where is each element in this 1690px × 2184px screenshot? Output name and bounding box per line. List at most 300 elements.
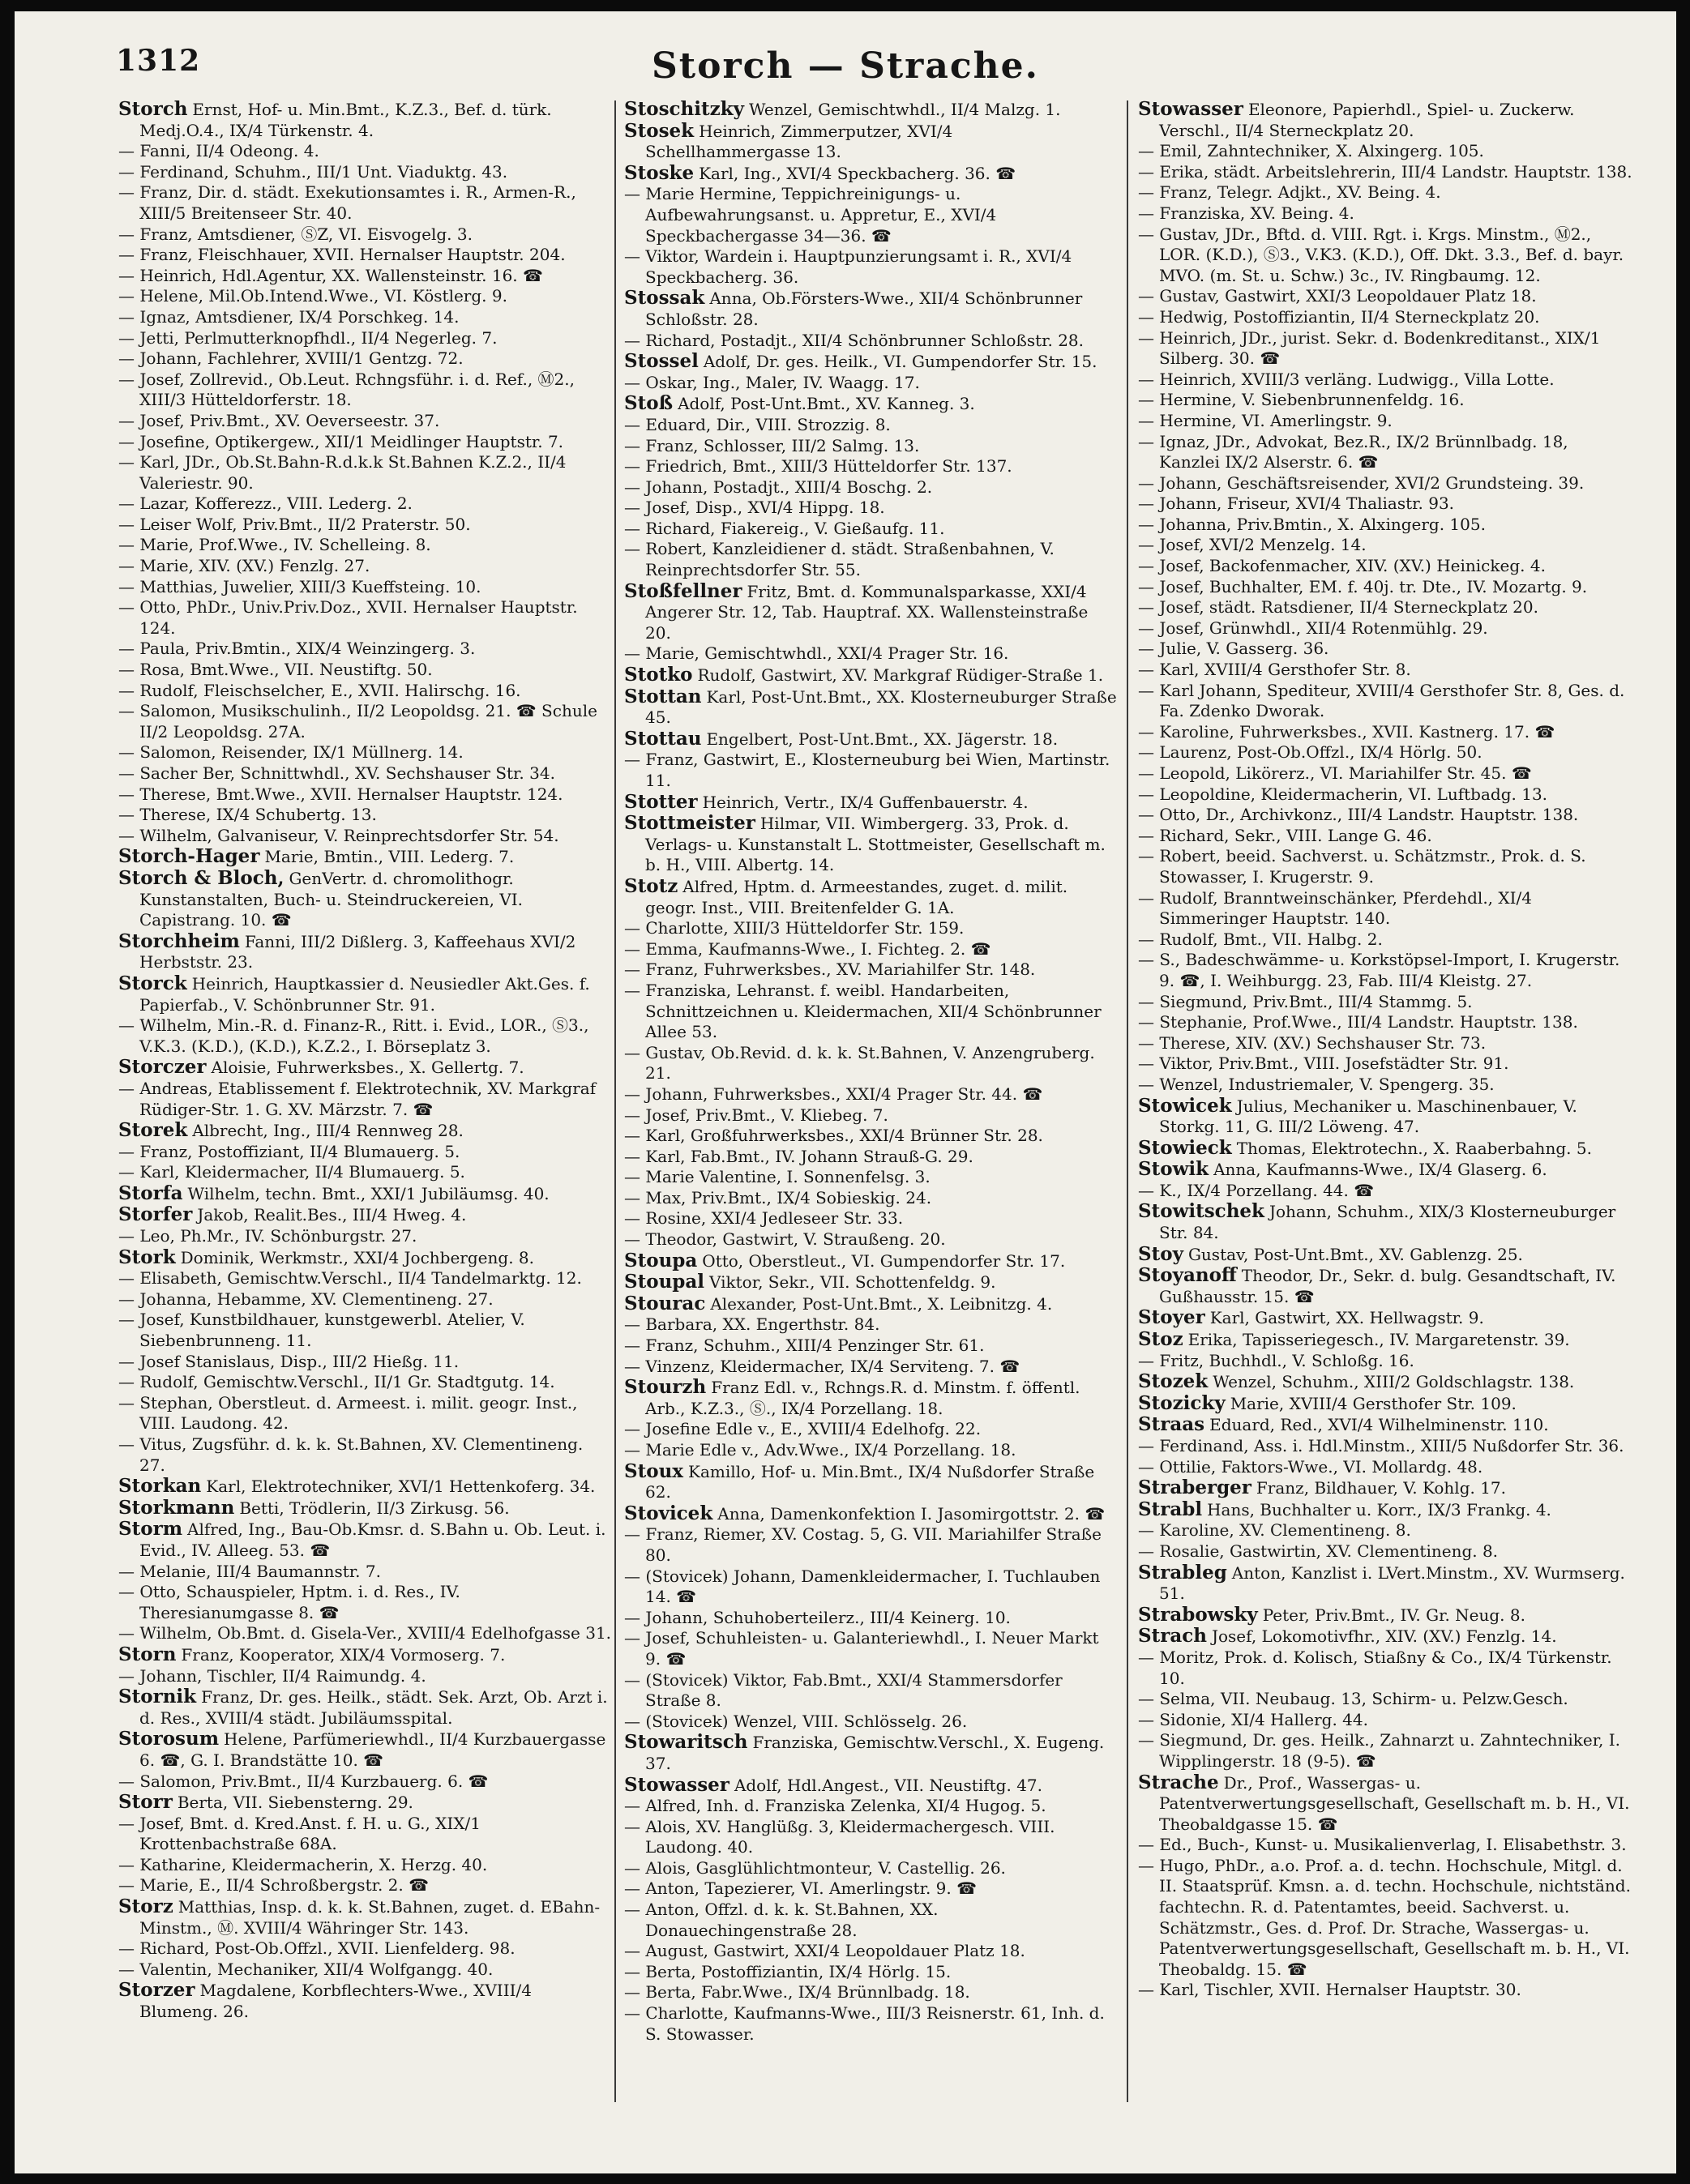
entry-text: Karl, Elektrotechniker, XVI/1 Hettenkoferg. 34. xyxy=(206,1477,596,1497)
entry-text: — (Stovicek) Johann, Damenkleidermacher, I. Tuchlauben 14. ☎ xyxy=(624,1566,1101,1607)
entry-text: — Hermine, V. Siebenbrunnenfeldg. 16. xyxy=(1138,390,1465,410)
directory-entry xyxy=(1138,370,1632,391)
directory-entry xyxy=(624,163,1119,185)
directory-entry xyxy=(1138,722,1632,743)
entry-text: — Hugo, PhDr., a.o. Prof. a. d. techn. Hochschule, Mitgl. d. II. Staatsprüf. Kmsn. a. d. techn. Hochschule, nichtständ. fachtechn. R. d. Patentamtes, beeid. Sachverst. u. Schätzmstr., Ges. d. Prof. Dr. Strache, Wassergas- u. Patentverwertungsgesellschaft, Gesellschaft m. b. H., VI. Theobaldg. 15. ☎ xyxy=(1138,1855,1631,1979)
directory-entry xyxy=(118,99,613,141)
directory-entry xyxy=(1138,1414,1632,1436)
directory-entry xyxy=(624,1105,1119,1126)
directory-entry xyxy=(624,1147,1119,1168)
entry-text: — Valentin, Mechaniker, XII/4 Wolfgangg. 40. xyxy=(118,1959,494,1979)
directory-entry xyxy=(118,1666,613,1687)
entry-surname: Stossel xyxy=(624,350,699,373)
entry-text: — Franz, Fleischhauer, XVII. Hernalser Hauptstr. 204. xyxy=(118,245,566,265)
entry-text: Erika, Tapisseriegesch., IV. Margaretenstr. 39. xyxy=(1187,1330,1570,1350)
entry-text: Fritz, Bmt. d. Kommunalsparkasse, XXI/4 Angerer Str. 12, Tab. Hauptraf. XX. Wallensteinstraße 20. xyxy=(645,581,1089,643)
directory-entry xyxy=(1138,1562,1632,1605)
entry-text: — Theodor, Gastwirt, V. Straußeng. 20. xyxy=(624,1229,946,1250)
directory-entry xyxy=(118,162,613,183)
entry-text: — Melanie, III/4 Baumannstr. 7. xyxy=(118,1561,381,1581)
directory-entry xyxy=(1138,99,1632,141)
entry-text: — Karl, Großfuhrwerksbes., XXI/4 Brünner Str. 28. xyxy=(624,1126,1043,1146)
entry-text: Hilmar, VII. Wimbergerg. 33, Prok. d. Verlags- u. Kunstanstalt L. Stottmeister, Gesellschaft m. b. H., VIII. Albertg. 14. xyxy=(645,814,1106,875)
entry-text: — Friedrich, Bmt., XIII/3 Hütteldorfer Str. 137. xyxy=(624,456,1012,477)
directory-entry xyxy=(1138,1265,1632,1307)
entry-text: Engelbert, Post-Unt.Bmt., XX. Jägerstr. 18. xyxy=(706,729,1059,749)
directory-entry xyxy=(118,1519,613,1561)
directory-entry xyxy=(1138,1772,1632,1836)
column-2 xyxy=(624,99,1119,2133)
directory-entry xyxy=(1138,784,1632,806)
directory-entry xyxy=(624,331,1119,352)
directory-entry xyxy=(118,286,613,307)
directory-entry xyxy=(624,1043,1119,1084)
entry-text: Marie, Bmtin., VIII. Lederg. 7. xyxy=(264,847,515,867)
directory-entry xyxy=(624,1357,1119,1378)
entry-text: — Josef, XVI/2 Menzelg. 14. xyxy=(1138,535,1367,555)
directory-entry xyxy=(624,939,1119,960)
entry-text: — Andreas, Etablissement f. Elektrotechnik, XV. Markgraf Rüdiger-Str. 1. G. XV. Märzstr. 7. ☎ xyxy=(118,1078,597,1119)
entry-text: Franz, Dr. ges. Heilk., städt. Sek. Arzt, Ob. Arzt i. d. Res., XVIII/4 städt. Jubiläumsspital. xyxy=(139,1687,608,1728)
entry-text: Franz, Bildhauer, V. Kohlg. 17. xyxy=(1256,1478,1507,1498)
column-divider xyxy=(1127,100,1128,2102)
directory-entry xyxy=(624,1524,1119,1566)
entry-text: — Franz, Fuhrwerksbes., XV. Mariahilfer Str. 148. xyxy=(624,960,1036,980)
entry-text: — Heinrich, XVIII/3 verläng. Ludwigg., Villa Lotte. xyxy=(1138,369,1555,389)
entry-text: — Anton, Offzl. d. k. k. St.Bahnen, XX. Donauechingenstraße 28. xyxy=(624,1900,939,1940)
entry-surname: Stottan xyxy=(624,685,702,707)
entry-text: — Richard, Fiakereig., V. Gießaufg. 11. xyxy=(624,518,945,538)
entry-text: — Julie, V. Gasserg. 36. xyxy=(1138,639,1329,659)
directory-entry xyxy=(118,973,613,1015)
entry-text: — Josef Stanislaus, Disp., III/2 Hießg. 11. xyxy=(118,1351,460,1371)
entry-text: Ernst, Hof- u. Min.Bmt., K.Z.3., Bef. d. türk. Medj.O.4., IX/4 Türkenstr. 4. xyxy=(139,100,552,140)
directory-entry xyxy=(118,1960,613,1981)
entry-surname: Stovicek xyxy=(624,1502,713,1524)
entry-text: — Vitus, Zugsführ. d. k. k. St.Bahnen, XV. Clementineng. 27. xyxy=(118,1434,584,1475)
directory-entry xyxy=(118,1896,613,1938)
entry-surname: Stotter xyxy=(624,790,698,813)
entry-surname: Stosek xyxy=(624,119,695,142)
directory-entry xyxy=(624,1188,1119,1209)
directory-entry xyxy=(624,288,1119,330)
entry-text: Dr., Prof., Wassergas- u. Patentverwertungsgesellschaft, Gesellschaft m. b. H., VI. Theobaldgasse 15. ☎ xyxy=(1159,1772,1630,1834)
directory-entry xyxy=(1138,1371,1632,1393)
directory-entry xyxy=(1138,639,1632,660)
entry-text: — Erika, städt. Arbeitslehrerin, III/4 Landstr. Hauptstr. 138. xyxy=(1138,161,1632,182)
entry-text: — Salomon, Reisender, IX/1 Müllnerg. 14. xyxy=(118,742,464,763)
directory-entry xyxy=(624,393,1119,415)
column-divider xyxy=(614,100,616,2102)
directory-entry xyxy=(1138,1033,1632,1054)
directory-entry xyxy=(624,1167,1119,1188)
directory-entry xyxy=(1138,1520,1632,1541)
directory-entry xyxy=(1138,307,1632,328)
directory-entry xyxy=(624,1941,1119,1962)
entry-text: Thomas, Elektrotechn., X. Raaberbahng. 5. xyxy=(1236,1138,1592,1158)
entry-surname: Stoz xyxy=(1138,1328,1183,1351)
entry-surname: Stowicek xyxy=(1138,1094,1232,1117)
entry-text: — Josefine, Optikergew., XII/1 Meidlinger Hauptstr. 7. xyxy=(118,431,564,451)
entry-text: — Karl, Tischler, XVII. Hernalser Hauptstr. 30. xyxy=(1138,1980,1521,2000)
directory-entry xyxy=(1138,950,1632,991)
entry-text: — Gustav, Gastwirt, XXI/3 Leopoldauer Platz 18. xyxy=(1138,286,1537,306)
directory-entry xyxy=(1138,390,1632,411)
entry-text: — Viktor, Priv.Bmt., VIII. Josefstädter Str. 91. xyxy=(1138,1054,1509,1074)
column-3 xyxy=(1138,99,1632,2133)
directory-entry xyxy=(118,411,613,432)
directory-entry xyxy=(624,1229,1119,1250)
entry-text: — Franz, Riemer, XV. Costag. 5, G. VII. Mariahilfer Straße 80. xyxy=(624,1524,1102,1565)
directory-entry xyxy=(1138,535,1632,556)
entry-text: Johann, Schuhm., XIX/3 Klosterneuburger Str. 84. xyxy=(1159,1202,1616,1243)
directory-entry xyxy=(1138,494,1632,515)
directory-entry xyxy=(624,1503,1119,1525)
directory-entry xyxy=(1138,1541,1632,1562)
entry-text: — Matthias, Juwelier, XIII/3 Kueffsteing. 10. xyxy=(118,576,481,596)
entry-text: Matthias, Insp. d. k. k. St.Bahnen, zuget. d. EBahn-Minstm., Ⓜ. XVIII/4 Währinger Str. 143. xyxy=(139,1897,601,1938)
entry-text: Eduard, Red., XVI/4 Wilhelminenstr. 110. xyxy=(1209,1415,1549,1435)
directory-entry xyxy=(118,639,613,660)
entry-surname: Storch-Hager xyxy=(118,845,260,868)
entry-surname: Storchheim xyxy=(118,930,240,952)
directory-entry xyxy=(624,876,1119,918)
entry-text: — Leiser Wolf, Priv.Bmt., II/2 Praterstr. 50. xyxy=(118,514,471,534)
entry-text: — Josef, Grünwhdl., XII/4 Rotenmühlg. 29. xyxy=(1138,618,1488,638)
entry-text: — Alois, Gasglühlichtmonteur, V. Castellig. 26. xyxy=(624,1857,1006,1878)
directory-entry xyxy=(624,813,1119,876)
entry-text: — Marie, XIV. (XV.) Fenzlg. 27. xyxy=(118,556,370,576)
entry-text: — Franz, Gastwirt, E., Klosterneuburg bei Wien, Martinstr. 11. xyxy=(624,750,1110,790)
entry-surname: Stoske xyxy=(624,161,695,184)
entry-text: Franz, Kooperator, XIX/4 Vormoserg. 7. xyxy=(181,1644,506,1665)
entry-text: — S., Badeschwämme- u. Korkstöpsel-Import, I. Krugerstr. 9. ☎, I. Weihburgg. 23, Fab. III/4 Kleistg. 27. xyxy=(1138,950,1620,990)
directory-entry xyxy=(118,1204,613,1226)
directory-entry xyxy=(118,763,613,784)
directory-entry xyxy=(1138,763,1632,784)
entry-surname: Stoupa xyxy=(624,1249,698,1272)
entry-text: — August, Gastwirt, XXI/4 Leopoldauer Platz 18. xyxy=(624,1941,1025,1961)
entry-text: Magdalene, Korbflechters-Wwe., XVIII/4 Blumeng. 26. xyxy=(139,1981,532,2022)
entry-surname: Stowasser xyxy=(1138,99,1243,120)
entry-surname: Storosum xyxy=(118,1728,220,1750)
directory-entry xyxy=(1138,1835,1632,1856)
directory-entry xyxy=(624,121,1119,163)
entry-text: Karl, Gastwirt, XX. Hellwagstr. 9. xyxy=(1209,1308,1484,1328)
directory-entry xyxy=(1138,1159,1632,1181)
entry-text: — Ottilie, Faktors-Wwe., VI. Mollardg. 48. xyxy=(1138,1456,1483,1477)
directory-entry xyxy=(1138,681,1632,722)
directory-entry xyxy=(624,1670,1119,1712)
entry-text: — Josef, Backofenmacher, XIV. (XV.) Heinickeg. 4. xyxy=(1138,556,1546,576)
entry-text: Heinrich, Vertr., IX/4 Guffenbauerstr. 4. xyxy=(702,792,1029,812)
directory-entry xyxy=(118,1120,613,1142)
entry-text: Heinrich, Zimmerputzer, XVI/4 Schellhammergasse 13. xyxy=(645,121,953,162)
entry-text: — Otto, Schauspieler, Hptm. i. d. Res., IV. Theresianumgasse 8. ☎ xyxy=(118,1582,460,1622)
entry-surname: Stourac xyxy=(624,1292,706,1314)
directory-entry xyxy=(624,519,1119,540)
entry-text: — Emil, Zahntechniker, X. Alxingerg. 105. xyxy=(1138,141,1484,161)
entry-text: — Richard, Sekr., VIII. Lange G. 46. xyxy=(1138,825,1432,845)
entry-text: — Selma, VII. Neubaug. 13, Schirm- u. Pelzw.Gesch. xyxy=(1138,1689,1568,1709)
entry-text: Alexander, Post-Unt.Bmt., X. Leibnitzg. 4. xyxy=(710,1293,1053,1314)
entry-text: — Johann, Fuhrwerksbes., XXI/4 Prager Str. 44. ☎ xyxy=(624,1083,1043,1104)
entry-text: Alfred, Hptm. d. Armeestandes, zuget. d. milit. geogr. Inst., VIII. Breitenfelder G. 1A. xyxy=(645,876,1068,917)
entry-text: Franz Edl. v., Rchngs.R. d. Minstm. f. öffentl. Arb., K.Z.3., Ⓢ., IX/4 Porzellang. 18. xyxy=(645,1378,1080,1418)
directory-entry xyxy=(624,99,1119,121)
directory-entry xyxy=(118,1686,613,1729)
entry-text: — Charlotte, Kaufmanns-Wwe., III/3 Reisnerstr. 61, Inh. d. S. Stowasser. xyxy=(624,2003,1105,2044)
directory-entry xyxy=(624,2003,1119,2045)
entry-text: Fanni, III/2 Dißlerg. 3, Kaffeehaus XVI/2 Herbststr. 23. xyxy=(139,931,576,972)
entry-text: — Josef, Schuhleisten- u. Galanteriewhdl., I. Neuer Markt 9. ☎ xyxy=(624,1628,1099,1669)
directory-entry xyxy=(624,960,1119,981)
entry-text: Anton, Kanzlist i. LVert.Minstm., XV. Wurmserg. 51. xyxy=(1159,1562,1625,1604)
directory-entry xyxy=(1138,432,1632,473)
directory-entry xyxy=(1138,805,1632,826)
entry-text: — Marie, Gemischtwhdl., XXI/4 Prager Str. 16. xyxy=(624,643,1009,664)
entry-text: — Leo, Ph.Mr., IV. Schönburgstr. 27. xyxy=(118,1226,417,1246)
entry-surname: Storch xyxy=(118,99,188,120)
entry-text: — Therese, IX/4 Schubertg. 13. xyxy=(118,805,377,825)
entry-surname: Storch & Bloch, xyxy=(118,866,285,889)
entry-text: — Franz, Schuhm., XIII/4 Penzinger Str. 61. xyxy=(624,1336,985,1356)
entry-text: — Rudolf, Gemischtw.Verschl., II/1 Gr. Stadtgutg. 14. xyxy=(118,1372,555,1392)
directory-entry xyxy=(118,1875,613,1896)
directory-entry xyxy=(118,1476,613,1498)
entry-text: — Barbara, XX. Engerthstr. 84. xyxy=(624,1314,880,1335)
directory-entry xyxy=(1138,1477,1632,1499)
directory-entry xyxy=(1138,1648,1632,1689)
entry-surname: Stossak xyxy=(624,287,705,310)
entry-text: — Paula, Priv.Bmtin., XIX/4 Weinzingerg. 3. xyxy=(118,639,476,659)
directory-entry xyxy=(624,792,1119,814)
directory-entry xyxy=(624,1377,1119,1419)
entry-text: — Stephanie, Prof.Wwe., III/4 Landstr. Hauptstr. 138. xyxy=(1138,1012,1578,1032)
entry-text: — Salomon, Musikschulinh., II/2 Leopoldsg. 21. ☎ Schule II/2 Leopoldsg. 27A. xyxy=(118,701,597,742)
directory-entry xyxy=(118,494,613,515)
directory-entry xyxy=(1138,930,1632,951)
directory-entry xyxy=(1138,1689,1632,1710)
entry-text: — Richard, Post-Ob.Offzl., XVII. Lienfelderg. 98. xyxy=(118,1938,516,1959)
entry-text: — Josef, Kunstbildhauer, kunstgewerbl. Atelier, V. Siebenbrunneng. 11. xyxy=(118,1310,525,1351)
entry-surname: Storek xyxy=(118,1119,188,1142)
entry-surname: Strach xyxy=(1138,1625,1207,1648)
directory-entry xyxy=(1138,742,1632,763)
entry-text: Otto, Oberstleut., VI. Gumpendorfer Str. 17. xyxy=(702,1250,1066,1271)
entry-text: — Laurenz, Post-Ob.Offzl., IX/4 Hörlg. 50. xyxy=(1138,742,1482,763)
directory-entry xyxy=(118,805,613,826)
directory-entry xyxy=(118,1015,613,1057)
directory-entry xyxy=(624,1566,1119,1608)
entry-text: — Siegmund, Priv.Bmt., III/4 Stammg. 5. xyxy=(1138,991,1473,1011)
entry-text: — Josef, Buchhalter, EM. f. 40j. tr. Dte., IV. Mozartg. 9. xyxy=(1138,576,1588,596)
entry-text: Gustav, Post-Unt.Bmt., XV. Gablenzg. 25. xyxy=(1187,1244,1523,1264)
entry-text: — Rudolf, Bmt., VII. Halbg. 2. xyxy=(1138,929,1383,949)
entry-surname: Storfa xyxy=(118,1182,183,1204)
directory-entry xyxy=(624,1084,1119,1105)
entry-text: — Anton, Tapezierer, VI. Amerlingstr. 9. ☎ xyxy=(624,1878,978,1899)
directory-entry xyxy=(1138,577,1632,598)
entry-text: — Moritz, Prok. d. Kolisch, Stiaßny & Co., IX/4 Türkenstr. 10. xyxy=(1138,1647,1612,1688)
entry-text: — Josefine Edle v., E., XVIII/4 Edelhofg. 22. xyxy=(624,1419,982,1439)
entry-surname: Storkmann xyxy=(118,1496,235,1519)
entry-text: Marie, XVIII/4 Gersthofer Str. 109. xyxy=(1230,1393,1517,1413)
directory-entry xyxy=(118,681,613,702)
entry-surname: Stoupal xyxy=(624,1271,705,1293)
directory-entry xyxy=(118,348,613,370)
entry-text: Franziska, Gemischtw.Verschl., X. Eugeng. 37. xyxy=(645,1733,1105,1773)
directory-entry xyxy=(118,1372,613,1393)
directory-entry xyxy=(118,784,613,806)
directory-entry xyxy=(624,1250,1119,1272)
entry-text: — Johann, Tischler, II/4 Raimundg. 4. xyxy=(118,1665,426,1686)
directory-entry xyxy=(1138,328,1632,370)
entry-text: Helene, Parfümeriewhdl., II/4 Kurzbauergasse 6. ☎, G. I. Brandstätte 10. ☎ xyxy=(139,1729,606,1770)
directory-entry xyxy=(118,597,613,639)
entry-surname: Strache xyxy=(1138,1771,1219,1793)
directory-entry xyxy=(624,1419,1119,1440)
directory-entry xyxy=(624,643,1119,665)
directory-entry xyxy=(624,1440,1119,1461)
directory-entry xyxy=(118,452,613,494)
directory-entry xyxy=(118,1289,613,1310)
entry-text: Hans, Buchhalter u. Korr., IX/3 Frankg. 4. xyxy=(1207,1499,1551,1519)
directory-entry xyxy=(624,1293,1119,1315)
entry-text: Karl, Ing., XVI/4 Speckbacherg. 36. ☎ xyxy=(699,163,1016,183)
page-number: 1312 xyxy=(116,44,201,78)
entry-surname: Straberger xyxy=(1138,1477,1251,1499)
directory-entry xyxy=(118,1434,613,1476)
entry-text: — Leopoldine, Kleidermacherin, VI. Luftbadg. 13. xyxy=(1138,784,1548,804)
directory-entry xyxy=(1138,1054,1632,1075)
entry-text: GenVertr. d. chromolithogr. Kunstanstalten, Buch- u. Steindruckereien, VI. Capistrang. 10. ☎ xyxy=(139,868,524,930)
directory-entry xyxy=(1138,992,1632,1013)
entry-text: — Ferdinand, Ass. i. Hdl.Minstm., XIII/5 Nußdorfer Str. 36. xyxy=(1138,1436,1624,1455)
directory-entry xyxy=(1138,141,1632,162)
directory-entry xyxy=(624,1608,1119,1629)
entry-text: — Wilhelm, Ob.Bmt. d. Gisela-Ver., XVIII/4 Edelhofgasse 31. xyxy=(118,1623,612,1643)
directory-entry xyxy=(1138,1138,1632,1160)
directory-entry xyxy=(118,1183,613,1205)
entry-text: — Marie, E., II/4 Schroßbergstr. 2. ☎ xyxy=(118,1875,430,1896)
entry-text: — Marie, Prof.Wwe., IV. Schelleing. 8. xyxy=(118,535,431,555)
directory-entry xyxy=(624,436,1119,457)
directory-entry xyxy=(624,686,1119,729)
directory-entry xyxy=(118,701,613,742)
entry-surname: Strabl xyxy=(1138,1498,1203,1520)
entry-surname: Stoßfellner xyxy=(624,579,742,602)
directory-entry xyxy=(118,1079,613,1120)
directory-entry xyxy=(118,868,613,931)
directory-page xyxy=(15,11,1676,2173)
directory-entry xyxy=(624,729,1119,750)
entry-surname: Straas xyxy=(1138,1413,1205,1436)
entry-surname: Stottau xyxy=(624,727,702,750)
directory-entry xyxy=(118,931,613,973)
directory-entry xyxy=(118,1226,613,1247)
entry-surname: Stoyer xyxy=(1138,1306,1205,1329)
directory-entry xyxy=(624,1775,1119,1797)
entry-text: — Stephan, Oberstleut. d. Armeest. i. milit. geogr. Inst., VIII. Laudong. 42. xyxy=(118,1392,578,1434)
directory-entry xyxy=(1138,1436,1632,1457)
entry-text: Theodor, Dr., Sekr. d. bulg. Gesandtschaft, IV. Gußhausstr. 15. ☎ xyxy=(1159,1266,1616,1306)
entry-text: — K., IX/4 Porzellang. 44. ☎ xyxy=(1138,1180,1375,1200)
entry-surname: Strableg xyxy=(1138,1561,1227,1584)
directory-entry xyxy=(624,1712,1119,1733)
directory-entry xyxy=(118,1980,613,2022)
entry-text: — Otto, Dr., Archivkonz., III/4 Landstr. Hauptstr. 138. xyxy=(1138,805,1579,825)
entry-text: Jakob, Realit.Bes., III/4 Hweg. 4. xyxy=(197,1205,467,1225)
entry-text: — Heinrich, JDr., jurist. Sekr. d. Bodenkreditanst., XIX/1 Silberg. 30. ☎ xyxy=(1138,327,1601,369)
directory-entry xyxy=(118,535,613,556)
entry-text: Wilhelm, techn. Bmt., XXI/1 Jubiläumsg. 40. xyxy=(187,1183,550,1203)
directory-entry xyxy=(118,1247,613,1269)
entry-text: — Oskar, Ing., Maler, IV. Waagg. 17. xyxy=(624,372,920,392)
running-head: Storch — Strache. xyxy=(652,45,1039,87)
directory-entry xyxy=(118,1644,613,1666)
entry-text: — (Stovicek) Wenzel, VIII. Schlösselg. 26. xyxy=(624,1711,968,1731)
entry-text: — Wenzel, Industriemaler, V. Spengerg. 35. xyxy=(1138,1074,1495,1094)
directory-entry xyxy=(624,351,1119,373)
entry-text: — Johann, Geschäftsreisender, XVI/2 Grundsteing. 39. xyxy=(1138,472,1585,493)
entry-text: — Ignaz, Amtsdiener, IX/4 Porschkeg. 14. xyxy=(118,306,460,327)
entry-text: — Sacher Ber, Schnittwhdl., XV. Sechshauser Str. 34. xyxy=(118,763,555,783)
directory-entry xyxy=(118,826,613,847)
directory-entry xyxy=(1138,1096,1632,1138)
entry-surname: Stottmeister xyxy=(624,812,755,835)
entry-surname: Stowaritsch xyxy=(624,1731,748,1754)
directory-entry xyxy=(1138,162,1632,183)
entry-text: Josef, Lokomotivfhr., XIV. (XV.) Fenzlg. 14. xyxy=(1211,1626,1557,1647)
entry-surname: Stowasser xyxy=(624,1773,729,1796)
directory-entry xyxy=(118,1938,613,1960)
entry-surname: Storm xyxy=(118,1518,183,1541)
directory-entry xyxy=(118,307,613,328)
directory-entry xyxy=(1138,1393,1632,1415)
entry-text: — Gustav, JDr., Bftd. d. VIII. Rgt. i. Krgs. Minstm., Ⓜ2., LOR. (K.D.), Ⓢ3., V.K3. (K.D.), Off. Dkt. 3.3., Bef. d. bayr. MVO. (m. St. u. Schw.) 3c., IV. Ringbaumg. 12. xyxy=(1138,224,1624,285)
entry-text: — Rosalie, Gastwirtin, XV. Clementineng. 8. xyxy=(1138,1541,1499,1561)
entry-surname: Stotko xyxy=(624,664,693,686)
directory-entry xyxy=(1138,826,1632,847)
entry-surname: Stotz xyxy=(624,874,678,897)
directory-entry xyxy=(118,432,613,453)
entry-text: Peter, Priv.Bmt., IV. Gr. Neug. 8. xyxy=(1262,1605,1525,1625)
entry-text: Alfred, Ing., Bau-Ob.Kmsr. d. S.Bahn u. Ob. Leut. i. Evid., IV. Alleeg. 53. ☎ xyxy=(139,1519,606,1560)
directory-entry xyxy=(624,1878,1119,1900)
entry-text: — Elisabeth, Gemischtw.Verschl., II/4 Tandelmarktg. 12. xyxy=(118,1268,582,1289)
entry-text: Viktor, Sekr., VII. Schottenfeldg. 9. xyxy=(709,1272,996,1293)
entry-surname: Stoy xyxy=(1138,1242,1183,1265)
directory-entry xyxy=(118,182,613,224)
directory-entry xyxy=(1138,203,1632,224)
entry-surname: Storzer xyxy=(118,1979,195,2002)
entry-text: Anna, Kaufmanns-Wwe., IX/4 Glaserg. 6. xyxy=(1213,1160,1547,1180)
entry-text: Berta, VII. Siebensterng. 29. xyxy=(177,1793,413,1813)
entry-text: Anna, Damenkonfektion I. Jasomirgottstr. 2. ☎ xyxy=(717,1503,1106,1524)
entry-text: — Josef, Priv.Bmt., V. Kliebeg. 7. xyxy=(624,1105,888,1125)
entry-text: — Lazar, Kofferezz., VIII. Lederg. 2. xyxy=(118,494,413,514)
entry-text: — Max, Priv.Bmt., IX/4 Sobieskig. 24. xyxy=(624,1187,932,1207)
directory-entry xyxy=(118,1814,613,1855)
entry-text: — Berta, Fabr.Wwe., IX/4 Brünnlbadg. 18. xyxy=(624,1982,970,2002)
entry-text: — Karl, Fab.Bmt., IV. Johann Strauß-G. 29. xyxy=(624,1146,973,1166)
directory-entry xyxy=(118,1498,613,1519)
directory-entry xyxy=(624,184,1119,246)
column-1 xyxy=(118,99,613,2133)
directory-entry xyxy=(624,981,1119,1043)
directory-entry xyxy=(1138,1307,1632,1329)
